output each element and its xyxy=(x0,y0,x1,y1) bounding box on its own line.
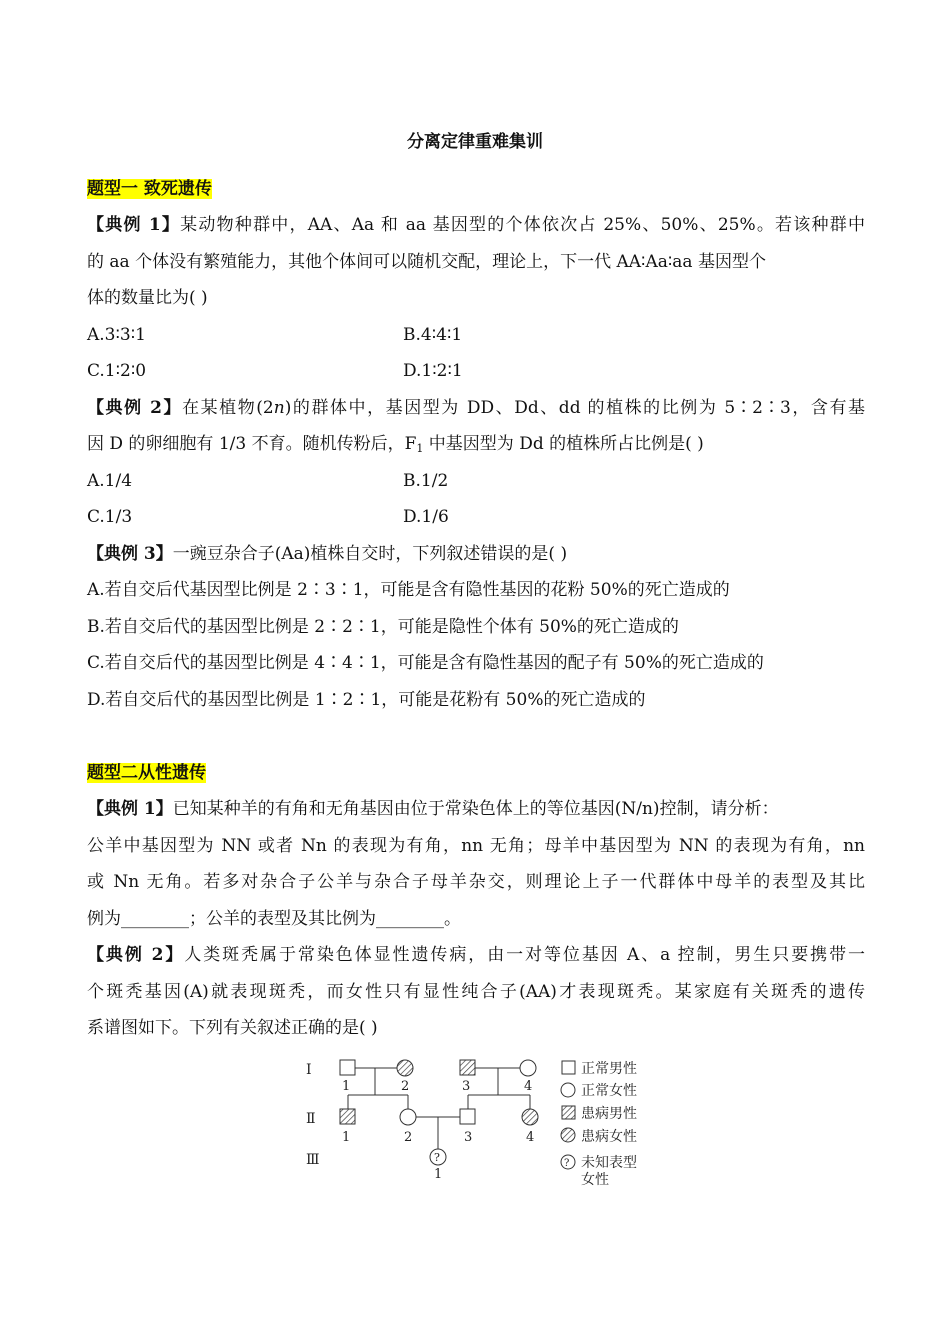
legend-affected-male-icon xyxy=(562,1106,575,1119)
gen3-num-1: 1 xyxy=(434,1167,443,1182)
s2q2-text1: 人类斑秃属于常染色体显性遗传病，由一对等位基因 A、a 控制，男生只要携带一 xyxy=(184,945,866,965)
s1q2-option-b: B.1/2 xyxy=(403,471,449,491)
s1q2-text1b: )的群体中，基因型为 DD、Dd、dd 的植株的比例为 5∶2∶3，含有基 xyxy=(284,398,866,418)
s2q1-label: 【典例 1】 xyxy=(87,799,173,819)
gen3-question-mark: ? xyxy=(434,1151,440,1164)
page-title: 分离定律重难集训 xyxy=(407,132,543,152)
s2q1-line3: 或 Nn 无角。若多对杂合子公羊与杂合子母羊杂交，则理论上子一代群体中母羊的表型及其比 xyxy=(87,872,865,892)
legend-affected-female: 患病女性 xyxy=(581,1129,637,1145)
gen1-num-3: 3 xyxy=(462,1079,471,1094)
gen2-num-2: 2 xyxy=(404,1130,413,1145)
gen2-num-3: 3 xyxy=(464,1130,473,1145)
gen2-normal-male xyxy=(460,1109,475,1124)
s1q3-label: 【典例 3】 xyxy=(87,544,173,564)
s2q1-line1 xyxy=(87,797,779,821)
section1-heading-text: 题型一 致死遗传 xyxy=(87,179,212,199)
legend-normal-male-icon xyxy=(562,1061,575,1074)
gen2-normal-female xyxy=(400,1109,416,1125)
s1q1-option-d: D.1∶2∶1 xyxy=(403,361,463,381)
legend-normal-female-icon xyxy=(561,1083,575,1097)
legend-affected-female-icon xyxy=(561,1128,575,1142)
s1q1-option-c: C.1∶2∶0 xyxy=(87,361,147,381)
s2q1-line2: 公羊中基因型为 NN 或者 Nn 的表现为有角，nn 无角；母羊中基因型为 NN 的表现为有角，nn xyxy=(87,836,865,856)
s2q2-line2: 个斑秃基因(A)就表现斑秃，而女性只有显性纯合子(AA)才表现斑秃。某家庭有关斑秃的遗传 xyxy=(87,982,865,1002)
pedigree-diagram xyxy=(298,1052,658,1192)
s1q1-line3: 体的数量比为( ) xyxy=(87,288,208,308)
gen-label-1: Ⅰ xyxy=(306,1062,312,1078)
s1q1-option-a: A.3∶3∶1 xyxy=(87,325,146,345)
s1q3-option-c: C.若自交后代的基因型比例是 4∶4∶1，可能是含有隐性基因的配子有 50%的死亡造成的 xyxy=(87,653,764,673)
gen1-num-4: 4 xyxy=(524,1079,533,1094)
gen1-num-2: 2 xyxy=(401,1079,410,1094)
legend-unknown-line2: 女性 xyxy=(581,1172,609,1188)
s1q1-option-b: B.4∶4∶1 xyxy=(403,325,463,345)
s1q2-text1a: 在某植物(2 xyxy=(182,398,274,418)
s2q2-line3: 系谱图如下。下列有关叙述正确的是( ) xyxy=(87,1018,378,1038)
s1q1-label: 【典例 1】 xyxy=(87,215,181,235)
s1q2-option-a: A.1/4 xyxy=(87,471,133,491)
legend-unknown-line1: 未知表型 xyxy=(581,1155,637,1171)
s1q3-option-d: D.若自交后代的基因型比例是 1∶2∶1，可能是花粉有 50%的死亡造成的 xyxy=(87,690,646,710)
section2-heading xyxy=(87,761,206,785)
section2-heading-text: 题型二从性遗传 xyxy=(87,763,206,783)
gen1-num-1: 1 xyxy=(342,1079,351,1094)
s1q1-text1: 某动物种群中，AA、Aa 和 aa 基因型的个体依次占 25%、50%、25%。若该种群中 xyxy=(180,215,865,235)
s2q1-line4: 例为________；公羊的表型及其比例为________。 xyxy=(87,909,461,929)
s1q3-line1 xyxy=(87,542,567,566)
s1q2-line1 xyxy=(87,396,865,420)
s1q2-option-d: D.1/6 xyxy=(403,507,449,527)
s2q2-line1 xyxy=(87,943,865,967)
legend-question-mark: ? xyxy=(564,1158,570,1169)
s2q1-text1: 已知某种羊的有角和无角基因由位于常染色体上的等位基因(N/n)控制，请分析： xyxy=(172,799,779,819)
s1q3-option-a: A.若自交后代基因型比例是 2∶3∶1，可能是含有隐性基因的花粉 50%的死亡造成的 xyxy=(87,580,730,600)
gen-label-3: Ⅲ xyxy=(306,1152,320,1168)
s1q2-text2sub: 1 xyxy=(416,442,424,455)
s1q2-text2a: 因 D 的卵细胞有 1/3 不育。随机传粉后，F xyxy=(87,434,417,454)
gen1-normal-female xyxy=(520,1060,536,1076)
legend-normal-male: 正常男性 xyxy=(581,1061,637,1077)
gen-label-2: Ⅱ xyxy=(306,1111,316,1127)
s1q2-label: 【典例 2】 xyxy=(87,398,183,418)
gen1-affected-male xyxy=(460,1060,475,1075)
s1q3-option-b: B.若自交后代的基因型比例是 2∶2∶1，可能是隐性个体有 50%的死亡造成的 xyxy=(87,617,679,637)
gen2-num-1: 1 xyxy=(342,1130,351,1145)
gen2-affected-male xyxy=(340,1109,355,1124)
s1q2-text1n: n xyxy=(273,398,285,418)
s1q1-line1 xyxy=(87,213,865,237)
s1q2-text2b: 中基因型为 Dd 的植株所占比例是( ) xyxy=(423,434,704,454)
legend-normal-female: 正常女性 xyxy=(581,1083,637,1099)
section1-heading xyxy=(87,177,212,201)
gen1-affected-female xyxy=(397,1060,413,1076)
s1q2-line2 xyxy=(87,432,704,461)
s1q1-line2: 的 aa 个体没有繁殖能力，其他个体间可以随机交配，理论上，下一代 AA∶Aa∶aa 基因型个 xyxy=(87,252,766,272)
legend-affected-male: 患病男性 xyxy=(581,1106,637,1122)
s2q2-label: 【典例 2】 xyxy=(87,945,185,965)
gen2-affected-female xyxy=(522,1109,538,1125)
s1q3-text1: 一豌豆杂合子(Aa)植株自交时，下列叙述错误的是( ) xyxy=(172,544,568,564)
gen2-num-4: 4 xyxy=(526,1130,535,1145)
s1q2-option-c: C.1/3 xyxy=(87,507,133,527)
gen1-normal-male xyxy=(340,1060,355,1075)
